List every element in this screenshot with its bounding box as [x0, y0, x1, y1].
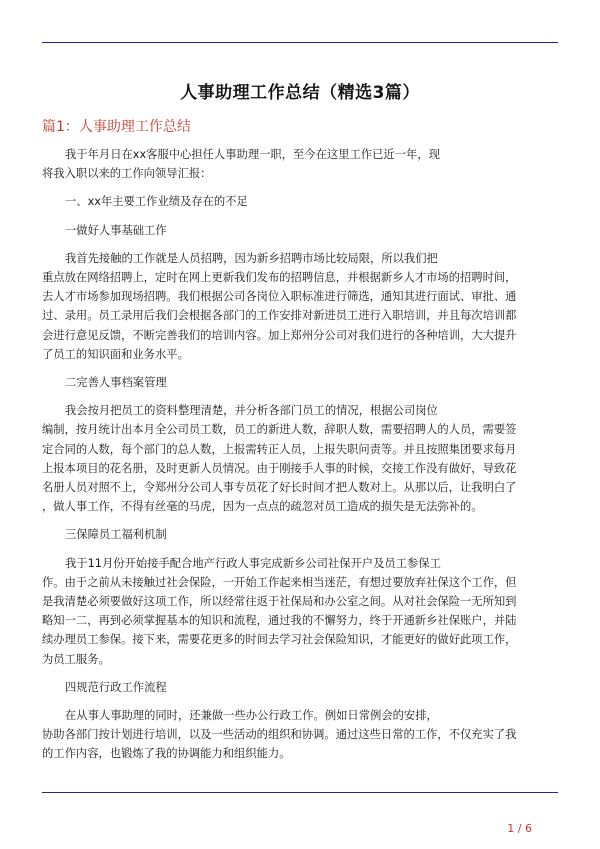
paragraph-line: 的工作内容，也锻炼了我的协调能力和组织能力。: [42, 747, 291, 761]
paragraph-line: 我首先接触的工作就是人员招聘，因为新乡招聘市场比较局限，所以我们把: [65, 251, 438, 265]
document-title: 人事助理工作总结（精选3篇）: [180, 83, 420, 103]
paragraph-line: 将我入职以来的工作向领导汇报：: [42, 167, 212, 181]
paragraph-line: 去人才市场参加现场招聘。我们根据公司各岗位入职标准进行筛选，通知其进行面试、审批、通: [42, 290, 517, 304]
paragraph-line: 我于年月日在xx客服中心担任人事助理一职，至今在这里工作已近一年，现: [65, 148, 440, 161]
subsection-heading: 二完善人事档案管理: [65, 376, 167, 390]
paragraph-line: 续办理员工参保。接下来，需要花更多的时间去学习社会保险知识，才能更好的做好此项工作，: [42, 633, 517, 647]
paragraph-line: 过、录用。员工录用后我们会根据各部门的工作安排对新进员工进行入职培训，并且每次培训都: [42, 309, 517, 323]
body-paragraph: [42, 401, 558, 516]
paragraph-line: 上报本项目的花名册，及时更新人员情况。由于刚接手人事的时候，交接工作没有做好，导致花: [42, 461, 517, 475]
paragraph-line: 协助各部门按计划进行培训，以及一些活动的组织和协调。通过这些日常的工作，不仅充实了我: [42, 728, 517, 742]
subsection-heading: 三保障员工福利机制: [65, 528, 167, 542]
paragraph-line: ，做人事工作，不得有丝毫的马虎，因为一点点的疏忽对员工造成的损失是无法弥补的。: [42, 500, 483, 514]
subsection-heading: 一做好人事基础工作: [65, 223, 167, 237]
body-paragraph: [42, 249, 558, 364]
page-indicator: 1 / 6: [507, 822, 532, 835]
paragraph-line: 作。由于之前从未接触过社会保险，一开始工作起来相当迷茫，有想过要放弃社保这个工作，但: [42, 575, 517, 589]
footer-rule: [42, 792, 558, 793]
paragraph-line: 我会按月把员工的资料整理清楚，并分析各部门员工的情况，根据公司岗位: [65, 404, 438, 418]
body-paragraph: [42, 145, 558, 183]
paragraph-line: 在从事人事助理的同时，还兼做一些办公行政工作。例如日常例会的安排，: [65, 709, 438, 723]
paragraph-line: 略知一二，再到必须掌握基本的知识和流程，通过我的不懈努力，终于开通新乡社保账户，并陆: [42, 614, 517, 628]
paragraph-line: 名册人员对照不上，令郑州分公司人事专员花了好长时间才把人数对上。从那以后，让我明白了: [42, 481, 517, 495]
paragraph-line: 编制，按月统计出本月全公司员工数，员工的新进人数，辞职人数，需要招聘人的人员，需要签: [42, 423, 517, 437]
paragraph-line: 重点放在网络招聘上，定时在网上更新我们发布的招聘信息，并根据新乡人才市场的招聘时间，: [42, 271, 517, 285]
document-body: [42, 145, 558, 773]
paragraph-line: 为员工服务。: [42, 652, 110, 666]
paragraph-line: 会进行意见反馈，不断完善我们的培训内容。加上郑州分公司对我们进行的各种培训，大大提升: [42, 328, 517, 342]
paragraph-line: 定合同的人数，每个部门的总人数，上报需转正人员，上报失职问责等。并且按照集团要求每月: [42, 442, 517, 456]
subsection-heading: 四规范行政工作流程: [65, 680, 167, 694]
subsection-heading: 一、xx年主要工作业绩及存在的不足: [65, 195, 248, 209]
body-paragraph: [42, 706, 558, 764]
paragraph-line: 了员工的知识面和业务水平。: [42, 347, 189, 361]
paragraph-line: 是我清楚必须要做好这项工作，所以经常往返于社保局和办公室之间。从对社会保险一无所知到: [42, 595, 517, 609]
section-heading: 篇1：人事助理工作总结: [42, 119, 191, 135]
paragraph-line: 我于11月份开始接手配合地产行政人事完成新乡公司社保开户及员工参保工: [65, 556, 441, 570]
header-rule: [42, 42, 558, 43]
body-paragraph: [42, 554, 558, 669]
